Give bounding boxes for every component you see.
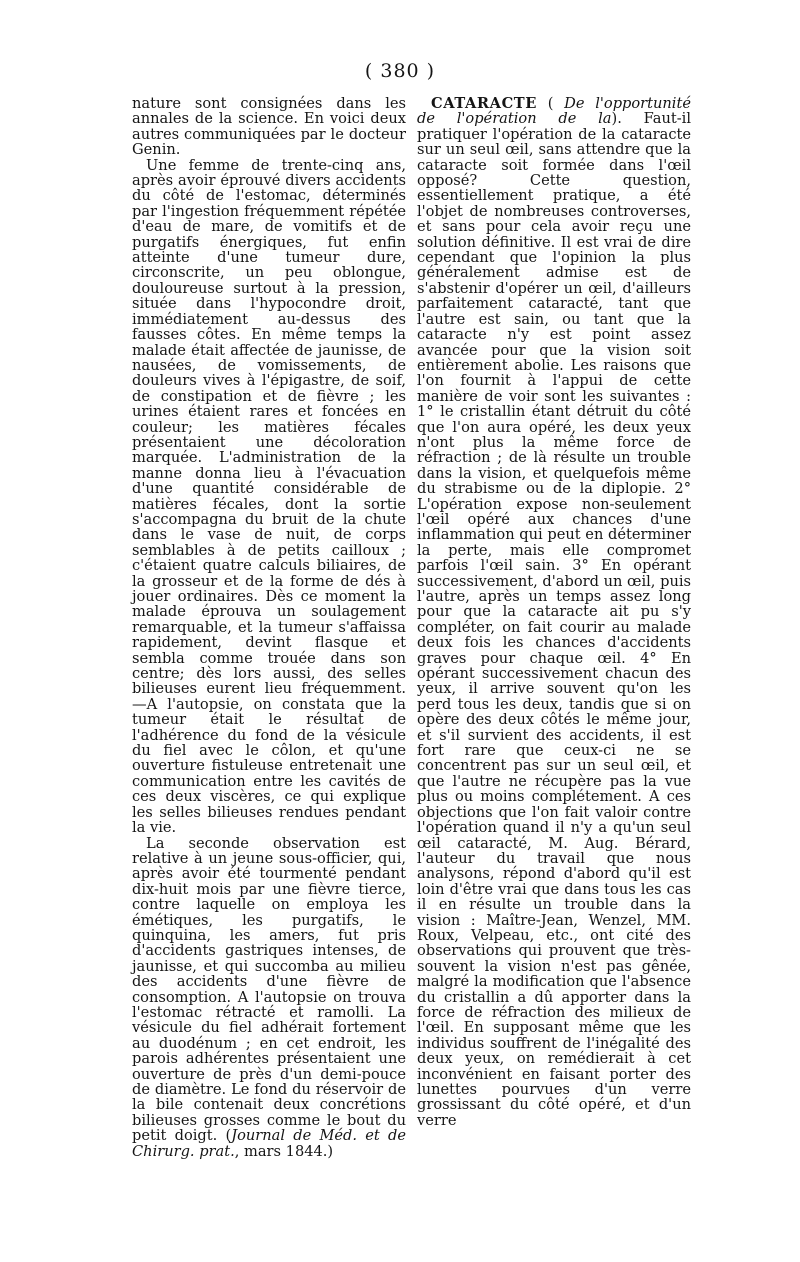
paragraph-cataracte-entry: [417, 96, 691, 1128]
entry-subtitle: De l'opportunité de l'opération de la: [417, 95, 691, 128]
paragraph-second-observation: [132, 836, 406, 1160]
paragraph-intro: nature sont consignées dans les annales de la science. En voici deux autres communiquées par le docteur Genin.: [132, 95, 406, 159]
left-column: [132, 96, 406, 1159]
cataracte-entry-text: Faut-il pratiquer l'opération de la cataracte sur un seul œil, sans attendre que la cataracte soit formée dans l'œil opposé? Cette question, essentiellement pratique, a été l'objet de nombreuses controverses, et sans pour cela avoir reçu une solution définitive. Il est vrai de dire cependant que l'opinion la plus généralement admise est de s'abstenir d'opérer un œil, d'ailleurs parfaitement cataracté, tant que l'autre est sain, ou tant que la cataracte n'y est point assez avancée pour que la vision soit entièrement abolie. Les raisons que l'on fournit à l'appui de cette manière de voir sont les suivantes : 1° le cristallin étant détruit du côté que l'on aura opéré, les deux yeux n'ont plus la même force de réfraction ; de là résulte un trouble dans la vision, et quelquefois même du strabisme ou de la diplopie. 2° L'opération expose non-seulement l'œil opéré aux chances d'une inflammation qui peut en déterminer la perte, mais elle compromet parfois l'œil sain. 3° En opérant successivement, d'abord un œil, puis l'autre, après un temps assez long pour que la cataracte ait pu s'y compléter, on fait courir au malade deux fois les chances d'accidents graves pour chaque œil. 4° En opérant successivement chacun des yeux, il arrive souvent qu'on les perd tous les deux, tandis que si on opère des deux côtés le même jour, et s'il survient des accidents, il est fort rare que ceux-ci ne se concentrent pas sur un seul œil, et que l'autre ne récupère pas la vue plus ou moins complétement. A ces objections que l'on fait valoir contre l'opération quand il n'y a qu'un seul œil cataracté, M. Aug. Bérard, l'auteur du travail que nous analysons, répond d'abord qu'il est loin d'être vrai que dans tous les cas il en résulte un trouble dans la vision : Maître-Jean, Wenzel, MM. Roux, Velpeau, etc., ont cité des observations qui prouvent que très-souvent la vision n'est pas gênée, malgré la modification que l'absence du cristallin a dû apporter dans la force de réfraction des milieux de l'œil. En supposant même que les individus souffrent de l'inégalité des deux yeux, on remédierait à cet inconvénient en faisant porter des lunettes pourvues d'un verre grossissant du côté opéré, et d'un verre: [417, 110, 691, 1129]
right-column: [417, 96, 691, 1128]
citation-date: , mars 1844.): [234, 1142, 334, 1160]
second-observation-text: La seconde observation est relative à un jeune sous-officier, qui, après avoir été tourmenté pendant dix-huit mois par une fièvre tierce, contre laquelle on employa les émétiques, les purgatifs, le quinquina, les amers, fut pris d'accidents gastriques intenses, de jaunisse, et qui succomba au milieu des accidents d'une fièvre de consomption. A l'autopsie on trouva l'estomac rétracté et ramolli. La vésicule du fiel adhérait fortement au duodénum ; en cet endroit, les parois adhérentes présentaient une ouverture de près d'un demi-pouce de diamètre. Le fond du réservoir de la bile contenait deux concrétions bilieuses grosses comme le bout du petit doigt.: [132, 834, 406, 1145]
entry-heading-cataracte: CATARACTE: [431, 95, 537, 112]
citation-open: (: [217, 1127, 232, 1145]
entry-subtitle-close: ).: [611, 110, 622, 128]
entry-subtitle-open: (: [536, 95, 565, 112]
citation-journal-title: Journal de Méd. et de Chirurg. prat.: [132, 1127, 406, 1160]
page-number: ( 380 ): [364, 60, 436, 82]
paragraph-first-observation: Une femme de trente-cinq ans, après avoir éprouvé divers accidents du côté de l'estomac, déterminés par l'ingestion fréquemment répétée d'eau de mare, de vomitifs et de purgatifs énergiques, fut enfin atteinte d'une tumeur dure, circonscrite, un peu oblongue, douloureuse surtout à la pression, située dans l'hypocondre droit, immédiatement au-dessus des fausses côtes. En même temps la malade était affectée de jaunisse, de nausées, de vomissements, de douleurs vives à l'épigastre, de soif, de constipation et de fièvre ; les urines étaient rares et foncées en couleur; les matières fécales présentaient une décoloration marquée. L'administration de la manne donna lieu à l'évacuation d'une quantité considérable de matières fécales, dont la sortie s'accompagna du bruit de la chute dans le vase de nuit, de corps semblables à de petits cailloux ; c'étaient quatre calculs biliaires, de la grosseur et de la forme de dés à jouer ordinaires. Dès ce moment la malade éprouva un soulagement remarquable, et la tumeur s'affaissa rapidement, devint flasque et sembla comme trouée dans son centre; dès lors aussi, des selles bilieuses eurent lieu fréquemment.—A l'autopsie, on constata que la tumeur était le résultat de l'adhérence du fond de la vésicule du fiel avec le côlon, et qu'une ouverture fistuleuse entretenait une communication entre les cavités de ces deux viscères, ce qui explique les selles bilieuses rendues pendant la vie.: [132, 156, 406, 837]
